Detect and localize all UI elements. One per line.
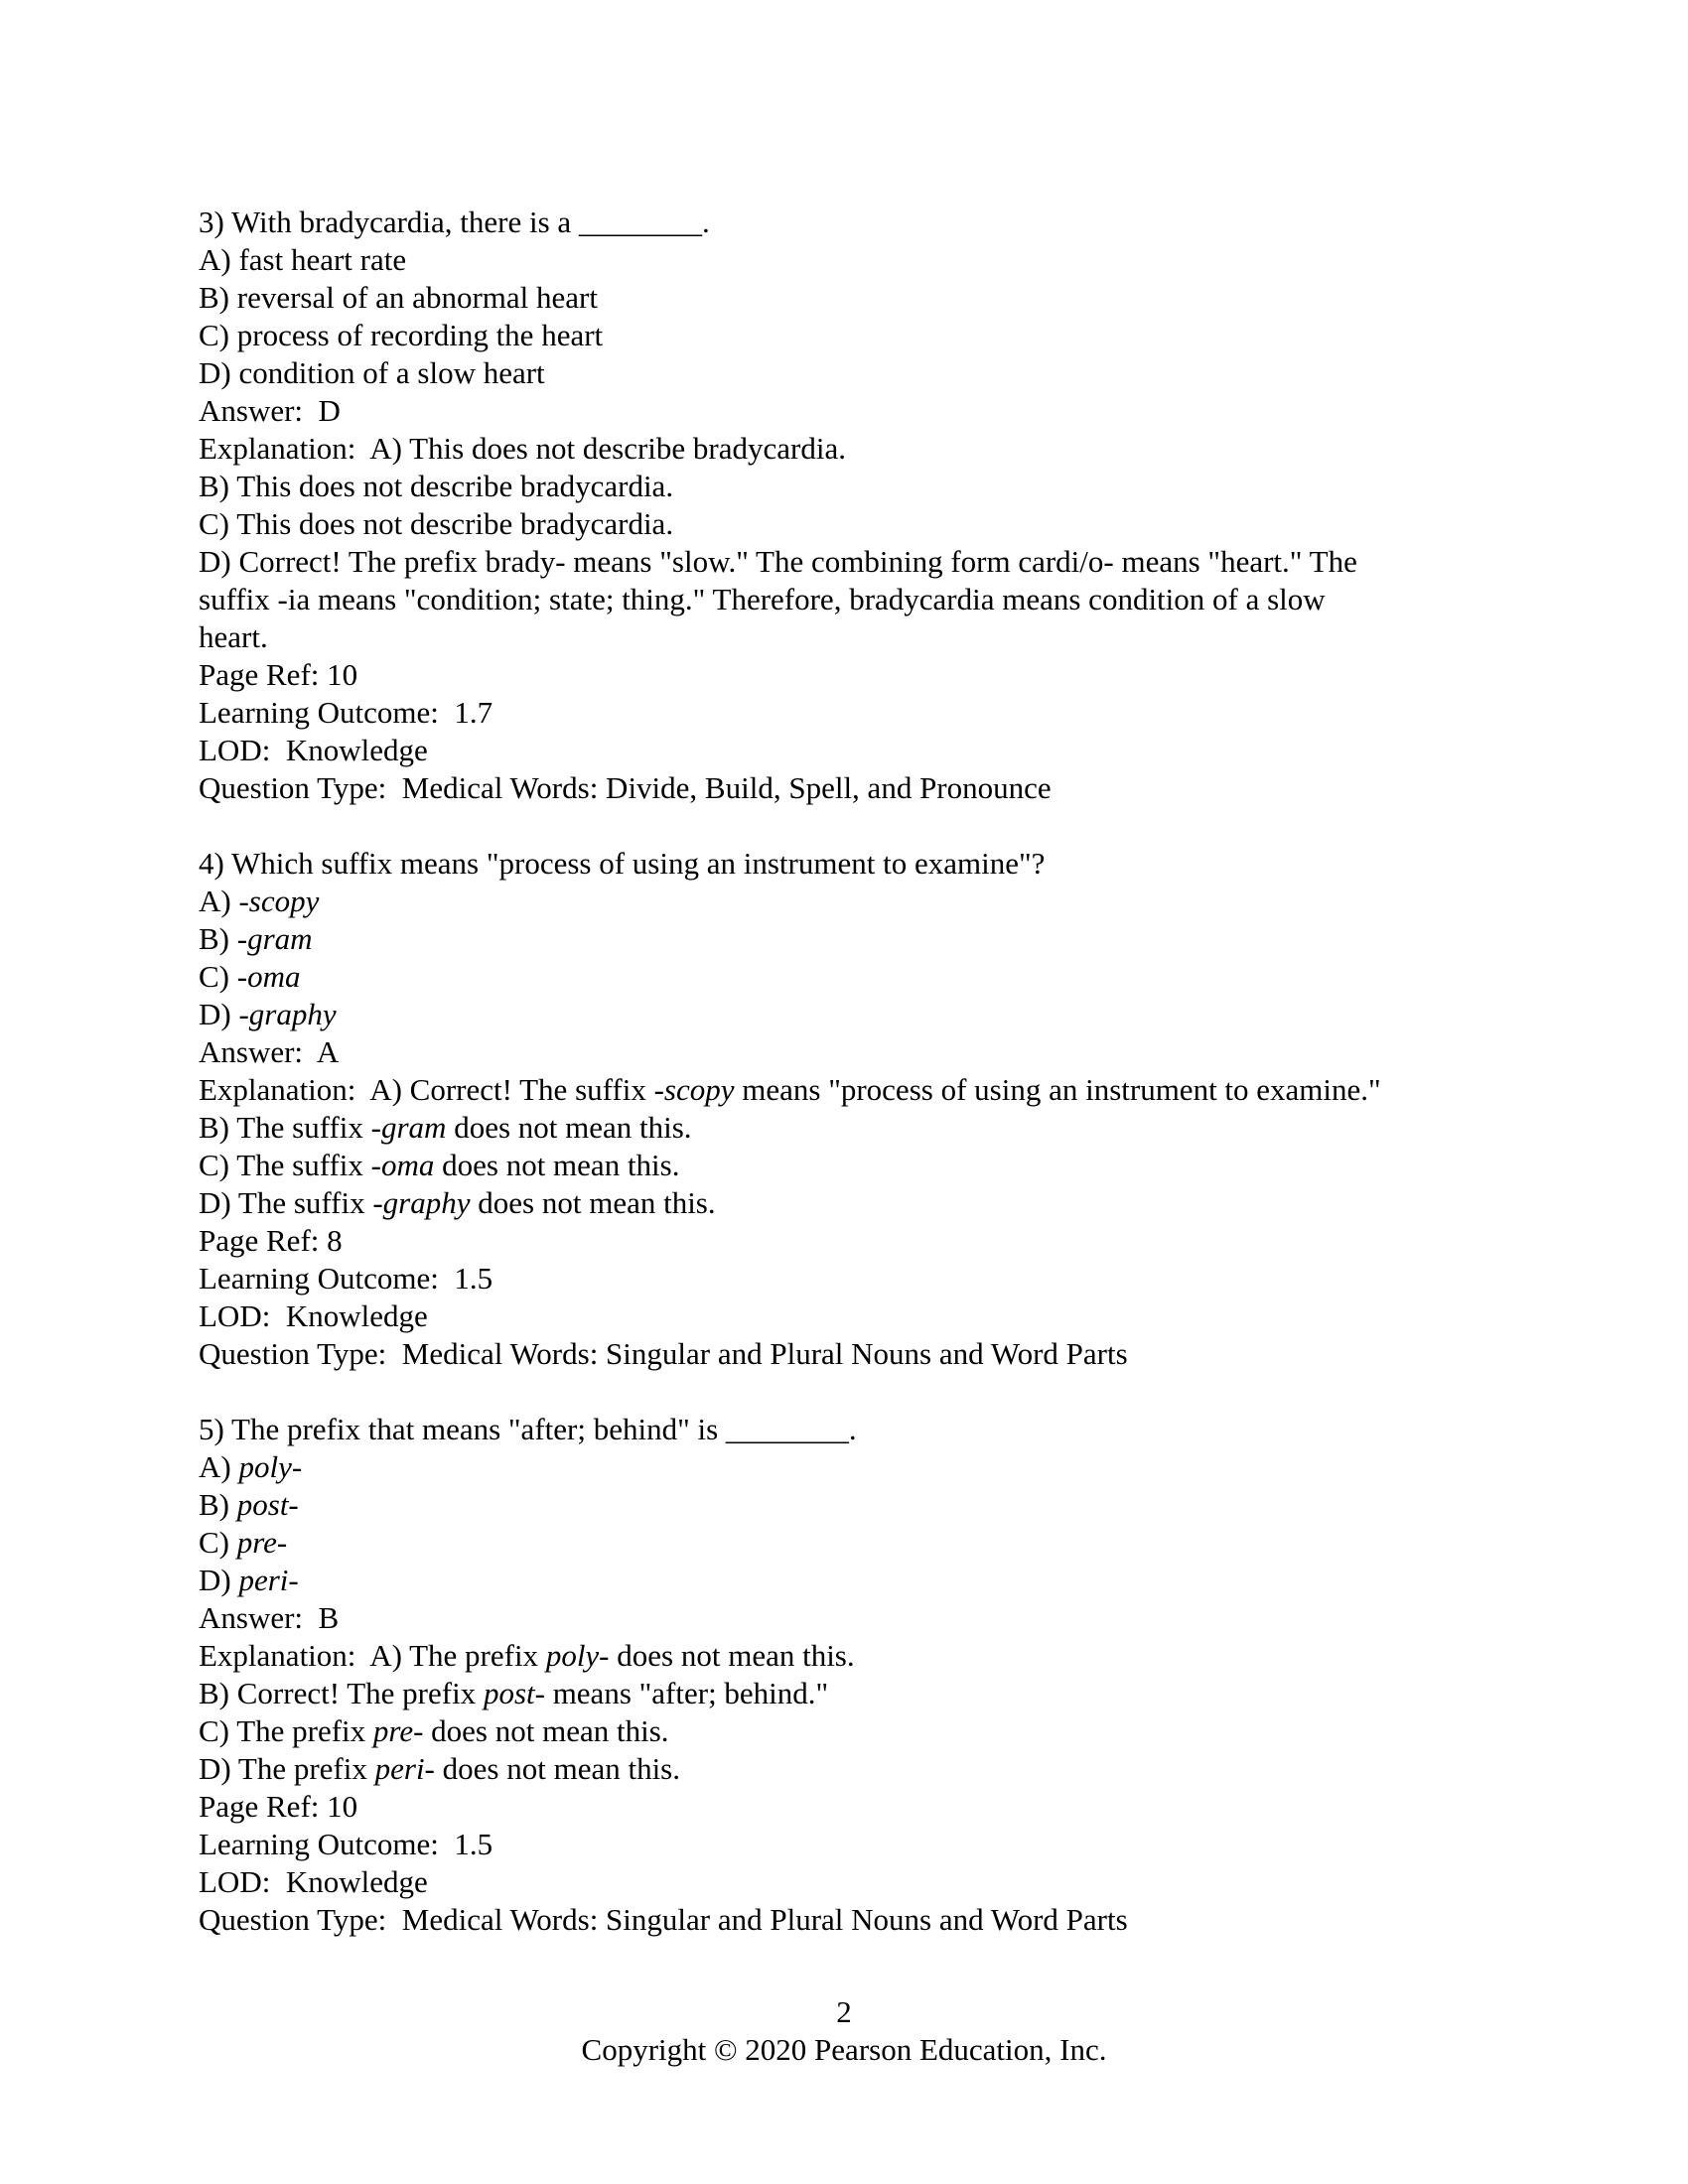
- text-run: pre-: [236, 1525, 288, 1560]
- text-run: C) The suffix: [199, 1148, 371, 1182]
- text-run: Question Type: Medical Words: Singular and Plural Nouns and Word Parts: [199, 1902, 1128, 1937]
- text-line: [199, 1071, 1519, 1109]
- text-run: D) The prefix: [199, 1751, 375, 1786]
- text-run: Question Type: Medical Words: Divide, Build, Spell, and Pronounce: [199, 770, 1052, 805]
- text-run: D) condition of a slow heart: [199, 355, 545, 390]
- text-run: B): [199, 1487, 237, 1522]
- text-run: -oma: [370, 1148, 435, 1182]
- text-line: [199, 656, 1519, 694]
- text-run: C) The prefix: [199, 1713, 373, 1748]
- text-run: pre-: [372, 1713, 424, 1748]
- text-line: [199, 732, 1519, 769]
- text-run: does not mean this.: [434, 1751, 680, 1786]
- text-line: [199, 1448, 1519, 1486]
- text-line: [199, 694, 1519, 732]
- text-line: [199, 1826, 1519, 1863]
- question-4: [199, 845, 1519, 1373]
- text-run: -gram: [370, 1110, 447, 1145]
- text-line: [199, 204, 1519, 241]
- text-run: does not mean this.: [446, 1110, 692, 1145]
- text-line: [199, 505, 1519, 543]
- text-run: D): [199, 997, 239, 1031]
- page-footer: [0, 1993, 1688, 2069]
- text-run: -scopy: [653, 1072, 735, 1107]
- text-line: [199, 1712, 1519, 1750]
- text-run: -graphy: [372, 1185, 471, 1220]
- text-line: [199, 468, 1519, 505]
- text-line: [199, 430, 1519, 468]
- text-run: poly-: [238, 1449, 303, 1484]
- text-run: -oma: [236, 959, 301, 994]
- text-run: A): [199, 1449, 239, 1484]
- text-line: [199, 354, 1519, 392]
- text-line: [199, 1486, 1519, 1524]
- text-run: Answer: D: [199, 393, 341, 428]
- text-run: C): [199, 1525, 237, 1560]
- text-line: [199, 920, 1519, 958]
- text-run: heart.: [199, 619, 268, 654]
- text-run: B) reversal of an abnormal heart: [199, 280, 598, 315]
- text-line: [199, 581, 1519, 618]
- text-line: [199, 845, 1519, 883]
- text-run: does not mean this.: [423, 1713, 669, 1748]
- text-run: Explanation: A) Correct! The suffix: [199, 1072, 654, 1107]
- text-run: post-: [236, 1487, 299, 1522]
- text-line: [199, 1147, 1519, 1184]
- text-line: [199, 1297, 1519, 1335]
- text-run: D) The suffix: [199, 1185, 373, 1220]
- text-run: LOD: Knowledge: [199, 1864, 428, 1899]
- text-line: [199, 543, 1519, 581]
- text-run: B) Correct! The prefix: [199, 1676, 484, 1710]
- text-run: Learning Outcome: 1.5: [199, 1827, 493, 1861]
- text-run: C): [199, 959, 237, 994]
- text-run: Explanation: A) This does not describe bradycardia.: [199, 431, 846, 466]
- text-line: [199, 996, 1519, 1033]
- text-run: 4) Which suffix means "process of using an instrument to examine"?: [199, 846, 1046, 881]
- text-run: -scopy: [238, 884, 320, 918]
- text-line: [199, 1222, 1519, 1260]
- text-run: Explanation: A) The prefix: [199, 1638, 546, 1673]
- text-line: [199, 1750, 1519, 1788]
- text-run: -graphy: [238, 997, 337, 1031]
- text-line: [199, 1863, 1519, 1901]
- text-run: does not mean this.: [434, 1148, 680, 1182]
- text-run: Page Ref: 10: [199, 1789, 358, 1824]
- text-run: 3) With bradycardia, there is a ________.: [199, 205, 710, 239]
- copyright-notice: Copyright © 2020 Pearson Education, Inc.: [581, 2032, 1107, 2067]
- text-run: -gram: [236, 921, 313, 956]
- text-run: B) This does not describe bradycardia.: [199, 469, 674, 503]
- text-run: B): [199, 921, 237, 956]
- text-line: [199, 392, 1519, 430]
- text-run: means "after; behind.": [544, 1676, 829, 1710]
- text-run: Page Ref: 10: [199, 657, 358, 692]
- text-run: peri-: [374, 1751, 435, 1786]
- text-run: 5) The prefix that means "after; behind" is ________.: [199, 1412, 857, 1446]
- text-run: peri-: [238, 1563, 299, 1597]
- text-line: [199, 1411, 1519, 1448]
- text-line: [199, 1675, 1519, 1712]
- text-line: [199, 1033, 1519, 1071]
- text-run: C) process of recording the heart: [199, 318, 604, 352]
- text-line: [199, 1260, 1519, 1297]
- text-run: Question Type: Medical Words: Singular and Plural Nouns and Word Parts: [199, 1336, 1128, 1371]
- text-line: [199, 1788, 1519, 1826]
- text-run: post-: [483, 1676, 545, 1710]
- question-3: [199, 204, 1519, 807]
- text-run: A): [199, 884, 239, 918]
- text-run: Answer: B: [199, 1600, 340, 1635]
- text-line: [199, 1562, 1519, 1599]
- text-run: does not mean this.: [609, 1638, 855, 1673]
- text-run: suffix -ia means "condition; state; thing." Therefore, bradycardia means condition of a slow: [199, 582, 1326, 616]
- text-run: Learning Outcome: 1.7: [199, 695, 493, 730]
- text-line: [199, 1109, 1519, 1147]
- text-line: [199, 1637, 1519, 1675]
- text-line: [199, 769, 1519, 807]
- text-run: D) Correct! The prefix brady- means "slow." The combining form cardi/o- means "heart." The: [199, 544, 1357, 579]
- question-5: [199, 1411, 1519, 1939]
- document-content: [199, 204, 1519, 1977]
- text-line: [199, 1335, 1519, 1373]
- text-run: does not mean this.: [470, 1185, 716, 1220]
- text-run: B) The suffix: [199, 1110, 371, 1145]
- text-line: [199, 1524, 1519, 1562]
- text-run: A) fast heart rate: [199, 242, 407, 277]
- text-line: [199, 1599, 1519, 1637]
- text-run: D): [199, 1563, 239, 1597]
- text-line: [199, 883, 1519, 920]
- text-run: means "process of using an instrument to examine.": [734, 1072, 1381, 1107]
- text-line: [199, 1901, 1519, 1939]
- text-line: [199, 317, 1519, 354]
- text-run: Answer: A: [199, 1034, 340, 1069]
- text-run: LOD: Knowledge: [199, 733, 428, 767]
- text-line: [199, 618, 1519, 656]
- text-line: [199, 1184, 1519, 1222]
- text-run: poly-: [545, 1638, 610, 1673]
- page-number: 2: [836, 1994, 852, 2029]
- text-run: C) This does not describe bradycardia.: [199, 506, 674, 541]
- text-line: [199, 279, 1519, 317]
- text-line: [199, 958, 1519, 996]
- text-line: [199, 241, 1519, 279]
- text-run: LOD: Knowledge: [199, 1298, 428, 1333]
- text-run: Learning Outcome: 1.5: [199, 1261, 493, 1296]
- text-run: Page Ref: 8: [199, 1223, 343, 1258]
